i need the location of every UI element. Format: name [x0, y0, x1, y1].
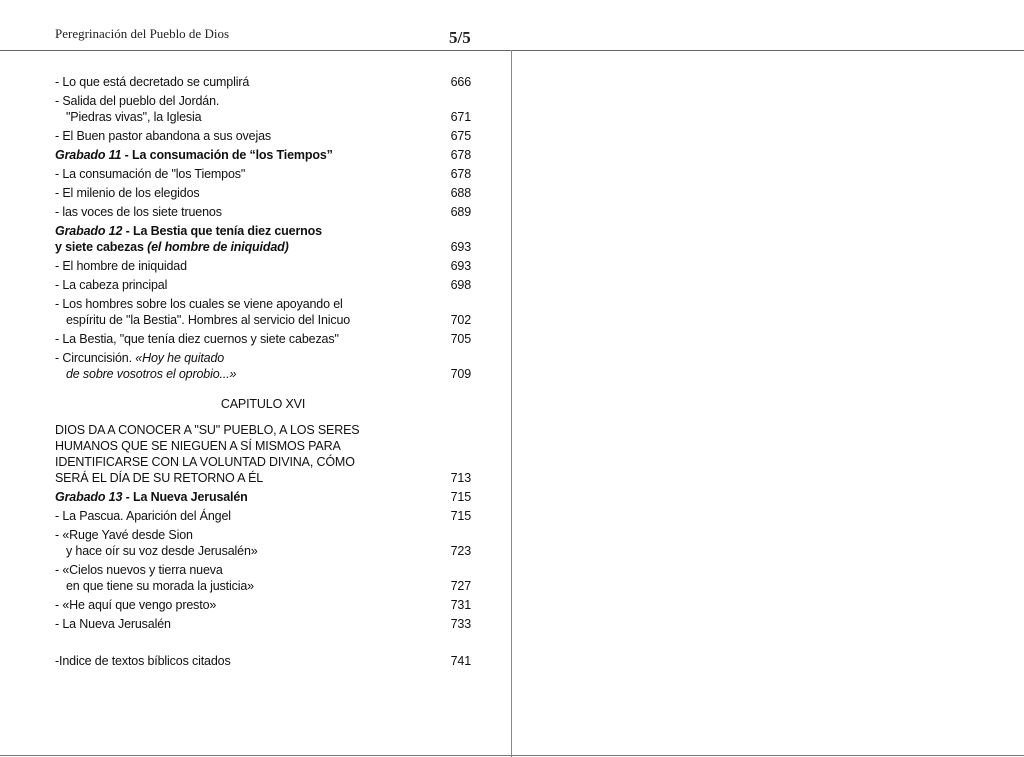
entry-text: en que tiene su morada la justicia» [66, 579, 254, 593]
engraving-entry [55, 223, 471, 255]
entry-text: - Salida del pueblo del Jordán. [55, 94, 220, 108]
entry-page: 693 [450, 240, 471, 254]
entry-text: - La Bestia, "que tenía diez cuernos y siete cabezas" [55, 332, 339, 346]
entry-text: - Los hombres sobre los cuales se viene apoyando el [55, 297, 343, 311]
engraving-title: La Bestia que tenía diez cuernos [132, 224, 322, 238]
chapter-title-line: SERÁ EL DÍA DE SU RETORNO A ÉL [55, 471, 264, 485]
entry-page: 733 [450, 617, 471, 631]
chapter-title-entry [55, 422, 471, 486]
entry-page: 705 [450, 332, 471, 346]
toc-entry [55, 258, 471, 274]
entry-text: - Circuncisión. [55, 351, 136, 365]
toc-entry [55, 562, 471, 594]
engraving-label: Grabado 13 [55, 490, 123, 504]
page-divider [511, 50, 512, 757]
entry-text: - La Nueva Jerusalén [55, 617, 171, 631]
engraving-label: Grabado 11 [55, 148, 122, 162]
entry-text: -Indice de textos bíblicos citados [55, 654, 231, 668]
toc-entry [55, 185, 471, 201]
entry-page: 741 [450, 654, 471, 668]
toc-entry [55, 74, 471, 90]
engraving-separator: - [121, 148, 133, 162]
entry-text: - El Buen pastor abandona a sus ovejas [55, 129, 271, 143]
toc-entry [55, 93, 471, 125]
toc-entry [55, 166, 471, 182]
entry-text: - «Ruge Yavé desde Sion [55, 528, 193, 542]
entry-text: y hace oír su voz desde Jerusalén» [66, 544, 258, 558]
entry-page: 698 [450, 278, 471, 292]
toc-entry [55, 277, 471, 293]
toc-entry [55, 527, 471, 559]
entry-text: - La cabeza principal [55, 278, 168, 292]
chapter-title-line: DIOS DA A CONOCER A "SU" PUEBLO, A LOS SERES [55, 423, 360, 437]
engraving-entry [55, 489, 471, 505]
entry-text: - las voces de los siete truenos [55, 205, 222, 219]
chapter-title-line: IDENTIFICARSE CON LA VOLUNTAD DIVINA, CÓMO [55, 455, 355, 469]
entry-quote: de sobre vosotros el oprobio...» [66, 367, 237, 381]
toc-entry [55, 128, 471, 144]
table-of-contents [55, 74, 471, 672]
entry-page: 715 [450, 490, 471, 504]
entry-text: - «Cielos nuevos y tierra nueva [55, 563, 223, 577]
engraving-label: Grabado 12 [55, 224, 123, 238]
entry-page: 713 [450, 471, 471, 485]
entry-page: 723 [450, 544, 471, 558]
entry-text: - «He aquí que vengo presto» [55, 598, 217, 612]
entry-page: 709 [450, 367, 471, 381]
entry-page: 678 [450, 167, 471, 181]
engraving-title: La consumación de “los Tiempos” [132, 148, 333, 162]
chapter-heading: CAPITULO XVI [220, 397, 306, 411]
running-title: Peregrinación del Pueblo de Dios [55, 26, 230, 41]
entry-text: "Piedras vivas", la Iglesia [66, 110, 202, 124]
entry-page: 731 [450, 598, 471, 612]
toc-entry [55, 296, 471, 328]
engraving-entry [55, 147, 471, 163]
entry-page: 702 [450, 313, 471, 327]
entry-page: 678 [450, 148, 471, 162]
entry-text: - El hombre de iniquidad [55, 259, 187, 273]
chapter-title-line: HUMANOS QUE SE NIEGUEN A SÍ MISMOS PARA [55, 439, 341, 453]
page-number: 5/5 [449, 28, 471, 47]
page-header [0, 0, 1024, 51]
toc-entry [55, 653, 471, 669]
entry-page: 693 [450, 259, 471, 273]
entry-page: 727 [450, 579, 471, 593]
entry-page: 671 [450, 110, 471, 124]
engraving-separator: - [122, 490, 133, 504]
engraving-subtitle: (el hombre de iniquidad) [147, 240, 289, 254]
engraving-title: y siete cabezas [55, 240, 148, 254]
entry-text: - La Pascua. Aparición del Ángel [55, 509, 231, 523]
entry-quote: «Hoy he quitado [135, 351, 225, 365]
spacer [55, 635, 471, 653]
engraving-title: La Nueva Jerusalén [132, 490, 248, 504]
toc-entry [55, 616, 471, 632]
entry-text: - El milenio de los elegidos [55, 186, 200, 200]
toc-entry [55, 350, 471, 382]
toc-entry [55, 204, 471, 220]
entry-page: 666 [450, 75, 471, 89]
entry-text: - Lo que está decretado se cumplirá [55, 75, 250, 89]
toc-entry [55, 508, 471, 524]
engraving-separator: - [122, 224, 133, 238]
entry-page: 675 [450, 129, 471, 143]
entry-page: 715 [450, 509, 471, 523]
toc-entry [55, 597, 471, 613]
entry-text: espíritu de "la Bestia". Hombres al servicio del Inicuo [66, 313, 351, 327]
bottom-edge [0, 755, 1024, 756]
entry-page: 689 [450, 205, 471, 219]
entry-page: 688 [450, 186, 471, 200]
entry-text: - La consumación de "los Tiempos" [55, 167, 246, 181]
toc-entry [55, 331, 471, 347]
